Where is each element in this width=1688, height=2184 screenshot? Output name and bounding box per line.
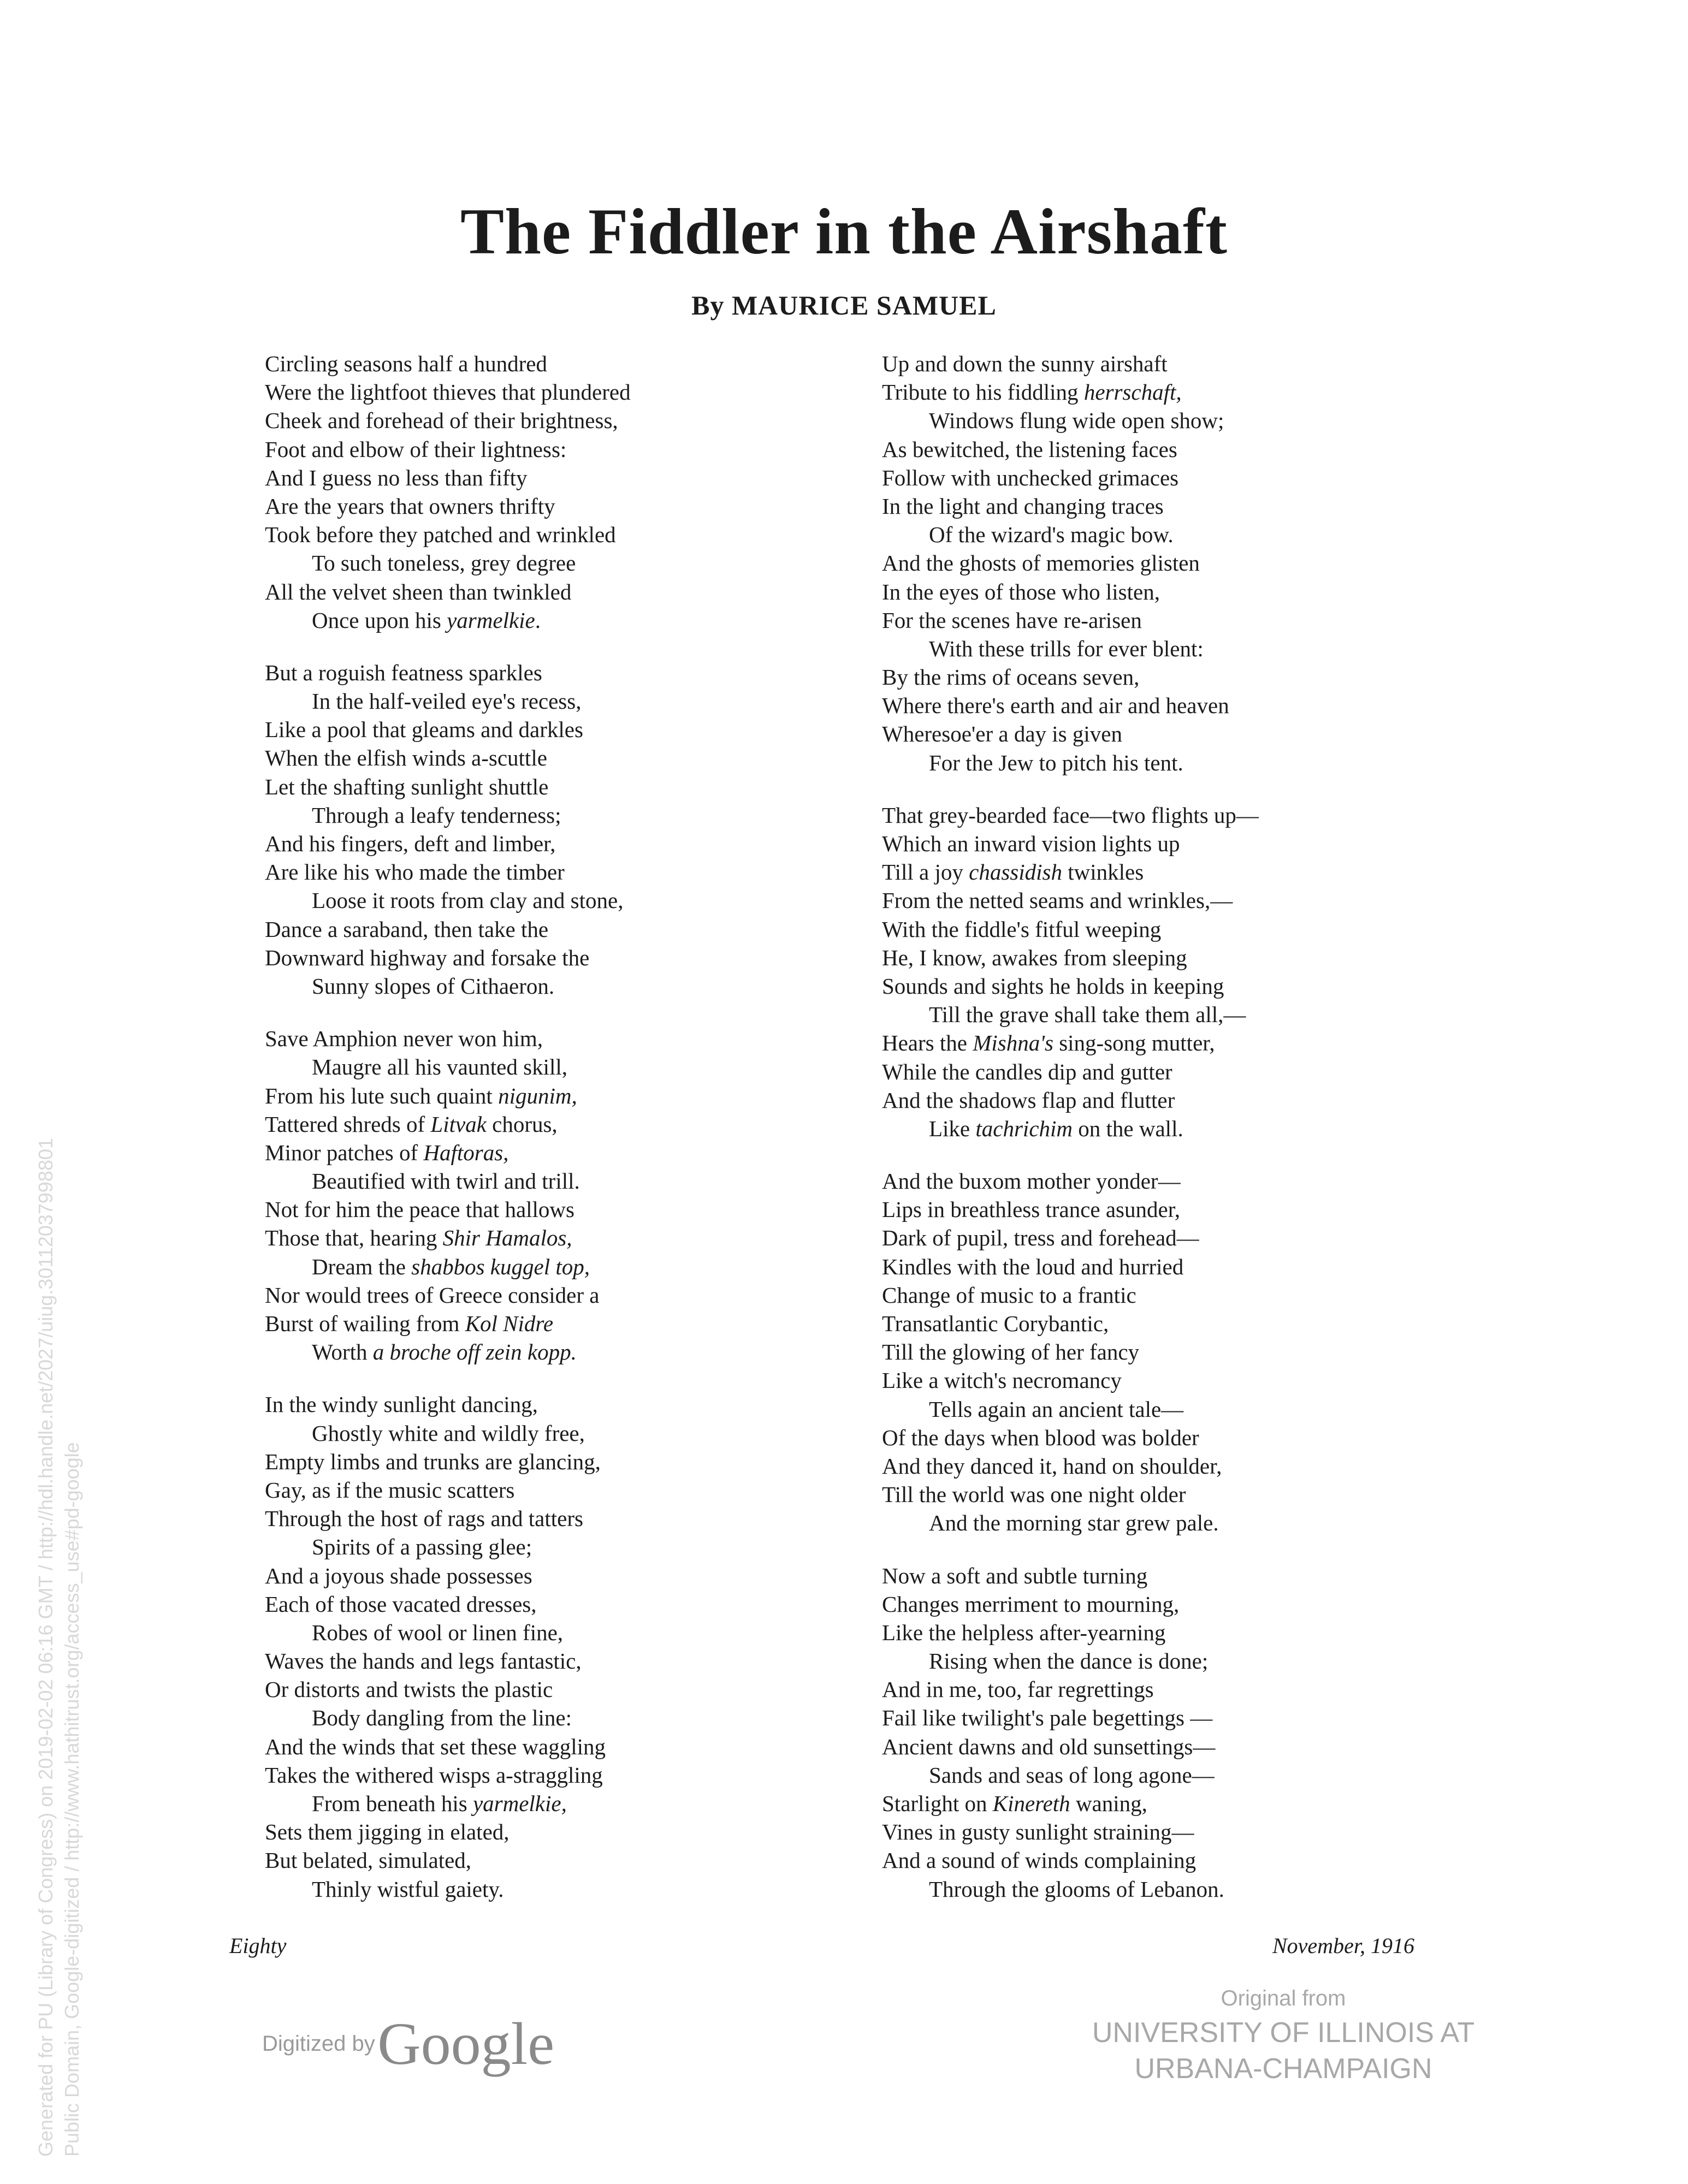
poem-line: Loose it roots from clay and stone, (312, 888, 624, 913)
poem-line: Were the lightfoot thieves that plundered (265, 379, 631, 405)
poem-line: Cheek and forehead of their brightness, (265, 408, 618, 434)
stanza (265, 1390, 844, 1903)
poem-line: Of the wizard's magic bow. (929, 522, 1174, 548)
poem-line: Took before they patched and wrinkled (265, 522, 616, 548)
poem-line: Transatlantic Corybantic, (882, 1311, 1109, 1336)
poem-line: And in me, too, far regrettings (882, 1677, 1154, 1702)
poem-line: Waves the hands and legs fantastic, (265, 1648, 582, 1674)
poem-line: He, I know, awakes from sleeping (882, 945, 1187, 970)
stanza (882, 1562, 1461, 1903)
poem-line: Where there's earth and air and heaven (882, 693, 1229, 719)
poem-line: Like a pool that gleams and darkles (265, 717, 583, 743)
poem-line: To such toneless, grey degree (312, 550, 576, 576)
poem-line: Burst of wailing from Kol Nidre (265, 1311, 554, 1336)
poem-line: Are the years that owners thrifty (265, 493, 555, 519)
poem-line: Gay, as if the music scatters (265, 1477, 515, 1503)
poem-line: Windows flung wide open show; (929, 408, 1224, 434)
poem-line: Maugre all his vaunted skill, (312, 1054, 567, 1080)
poem-line: Wheresoe'er a day is given (882, 721, 1122, 747)
stanza (882, 1167, 1461, 1537)
poem-line: Through the host of rags and tatters (265, 1506, 583, 1532)
poem-line: Which an inward vision lights up (882, 831, 1180, 856)
poem-line: Tribute to his fiddling herrschaft, (882, 379, 1182, 405)
poem-line: In the light and changing traces (882, 493, 1164, 519)
poem-line: Like the helpless after-yearning (882, 1619, 1166, 1645)
google-logo: Google (377, 2010, 555, 2077)
poem-line: Are like his who made the timber (265, 859, 565, 885)
poem-line: When the elfish winds a-scuttle (265, 745, 547, 771)
poem-line: From his lute such quaint nigunim, (265, 1083, 577, 1108)
poem-line: Each of those vacated dresses, (265, 1591, 537, 1617)
poem-line: Lips in breathless trance asunder, (882, 1197, 1180, 1222)
poem-line: Robes of wool or linen fine, (312, 1619, 564, 1645)
institution-line-1: UNIVERSITY OF ILLINOIS AT (1092, 2017, 1475, 2049)
right-column (882, 349, 1461, 1927)
poem-line: Save Amphion never won him, (265, 1026, 543, 1052)
poem-line: Now a soft and subtle turning (882, 1563, 1148, 1588)
poem-line: And I guess no less than fifty (265, 465, 528, 490)
poem-line: Till the world was one night older (882, 1482, 1186, 1508)
poem-line: By the rims of oceans seven, (882, 664, 1140, 690)
left-column (265, 349, 844, 1927)
poem-line: And the ghosts of memories glisten (882, 550, 1200, 576)
poem-line: Sands and seas of long agone— (929, 1762, 1215, 1788)
stanza (882, 801, 1461, 1143)
stanza (265, 658, 844, 1000)
stanza (265, 1024, 844, 1366)
poem-line: Dance a saraband, then take the (265, 916, 549, 942)
poem-line: Minor patches of Haftoras, (265, 1140, 509, 1165)
poem-line: Changes merriment to mourning, (882, 1591, 1180, 1617)
poem-line: Starlight on Kinereth waning, (882, 1791, 1147, 1816)
original-from-label: Original from (1221, 1986, 1346, 2010)
poem-line: With the fiddle's fitful weeping (882, 916, 1162, 942)
poem-line: Worth a broche off zein kopp. (312, 1339, 577, 1365)
poem-line: Like a witch's necromancy (882, 1368, 1122, 1393)
poem-line: Thinly wistful gaiety. (312, 1876, 504, 1902)
poem-line: Empty limbs and trunks are glancing, (265, 1449, 601, 1474)
poem-line: Nor would trees of Greece consider a (265, 1282, 600, 1308)
poem-line: In the eyes of those who listen, (882, 579, 1160, 604)
poem-line: Follow with unchecked grimaces (882, 465, 1179, 490)
poem-line: Or distorts and twists the plastic (265, 1677, 553, 1702)
poem-line: From beneath his yarmelkie, (312, 1791, 567, 1816)
poem-line: For the Jew to pitch his tent. (929, 750, 1183, 775)
poem-line: Rising when the dance is done; (929, 1648, 1209, 1674)
poem-line: But a roguish featness sparkles (265, 660, 542, 685)
poem-line: Hears the Mishna's sing-song mutter, (882, 1030, 1215, 1056)
poem-line: Not for him the peace that hallows (265, 1197, 574, 1222)
poem-line: From the netted seams and wrinkles,— (882, 888, 1233, 913)
poem-line: Body dangling from the line: (312, 1705, 572, 1731)
poem-line: Vines in gusty sunlight straining— (882, 1819, 1194, 1845)
poem-line: Up and down the sunny airshaft (882, 351, 1168, 376)
stanza (882, 349, 1461, 777)
poem-line: Sunny slopes of Cithaeron. (312, 973, 555, 999)
poem-line: Like tachrichim on the wall. (929, 1115, 1183, 1141)
poem-line: And the buxom mother yonder— (882, 1168, 1181, 1194)
poem-title: The Fiddler in the Airshaft (460, 195, 1228, 268)
poem-line: And a sound of winds complaining (882, 1848, 1197, 1873)
hathitrust-watermark (33, 1138, 85, 2157)
poem-line: Let the shafting sunlight shuttle (265, 774, 549, 799)
poem-line: And the shadows flap and flutter (882, 1087, 1175, 1113)
byline: By MAURICE SAMUEL (691, 290, 997, 321)
poem-line: Ghostly white and wildly free, (312, 1420, 585, 1446)
poem-line: In the half-veiled eye's recess, (312, 689, 582, 714)
issue-date: November, 1916 (1272, 1933, 1414, 1958)
watermark-line-1: Generated for PU (Library of Congress) on 2019-02-02 06:16 GMT / http://hdl.handle.net/2027/uiug.30112037998801 (34, 1138, 57, 2157)
stanza (265, 349, 844, 634)
poem-line: And the winds that set these waggling (265, 1734, 606, 1759)
poem-line: In the windy sunlight dancing, (265, 1392, 538, 1417)
poem-line: And a joyous shade possesses (265, 1563, 532, 1588)
poem-line: Till a joy chassidish twinkles (882, 859, 1144, 885)
poem-line: Fail like twilight's pale begettings — (882, 1705, 1213, 1731)
page-number-label: Eighty (229, 1933, 287, 1958)
poem-line: That grey-bearded face—two flights up— (882, 802, 1259, 828)
poem-line: Dark of pupil, tress and forehead— (882, 1225, 1199, 1251)
poem-line: Once upon his yarmelkie. (312, 607, 541, 633)
watermark-line-2: Public Domain, Google-digitized / http://www.hathitrust.org/access_use#pd-google (61, 1442, 83, 2157)
poem-line: Ancient dawns and old sunsettings— (882, 1734, 1216, 1759)
poem-line: With these trills for ever blent: (929, 636, 1204, 661)
poem-line: Change of music to a frantic (882, 1282, 1136, 1308)
poem-line: Through the glooms of Lebanon. (929, 1876, 1224, 1902)
poem-line: Through a leafy tenderness; (312, 802, 561, 828)
poem-line: Sounds and sights he holds in keeping (882, 973, 1224, 999)
poem-line: Till the grave shall take them all,— (929, 1002, 1246, 1028)
poem-line: But belated, simulated, (265, 1848, 472, 1873)
poem-line: Tattered shreds of Litvak chorus, (265, 1111, 558, 1137)
poem-line: Dream the shabbos kuggel top, (312, 1254, 590, 1279)
poem-line: And they danced it, hand on shoulder, (882, 1453, 1222, 1479)
poem-line: And the morning star grew pale. (929, 1510, 1219, 1536)
original-source (1038, 1982, 1529, 2087)
poem-line: Downward highway and forsake the (265, 945, 590, 970)
poem-line: Till the glowing of her fancy (882, 1339, 1140, 1365)
poem-line: Sets them jigging in elated, (265, 1819, 510, 1845)
poem-line: Beautified with twirl and trill. (312, 1168, 580, 1194)
poem-line: Kindles with the loud and hurried (882, 1254, 1184, 1279)
digitized-prefix: Digitized by (262, 2032, 375, 2056)
poem-line: Tells again an ancient tale— (929, 1396, 1184, 1422)
poem-line: All the velvet sheen than twinkled (265, 579, 572, 604)
poem-line: Of the days when blood was bolder (882, 1425, 1199, 1450)
poem-line: Foot and elbow of their lightness: (265, 436, 567, 462)
poem-line: While the candles dip and gutter (882, 1059, 1172, 1084)
institution-line-2: URBANA-CHAMPAIGN (1134, 2053, 1432, 2085)
poem-line: Spirits of a passing glee; (312, 1534, 532, 1560)
poem-line: And his fingers, deft and limber, (265, 831, 556, 856)
digitized-by-google (262, 2009, 554, 2079)
poem-line: Those that, hearing Shir Hamalos, (265, 1225, 572, 1251)
poem-line: Circling seasons half a hundred (265, 351, 547, 376)
poem-line: For the scenes have re-arisen (882, 607, 1142, 633)
poem-line: As bewitched, the listening faces (882, 436, 1177, 462)
poem-line: Takes the withered wisps a-straggling (265, 1762, 603, 1788)
